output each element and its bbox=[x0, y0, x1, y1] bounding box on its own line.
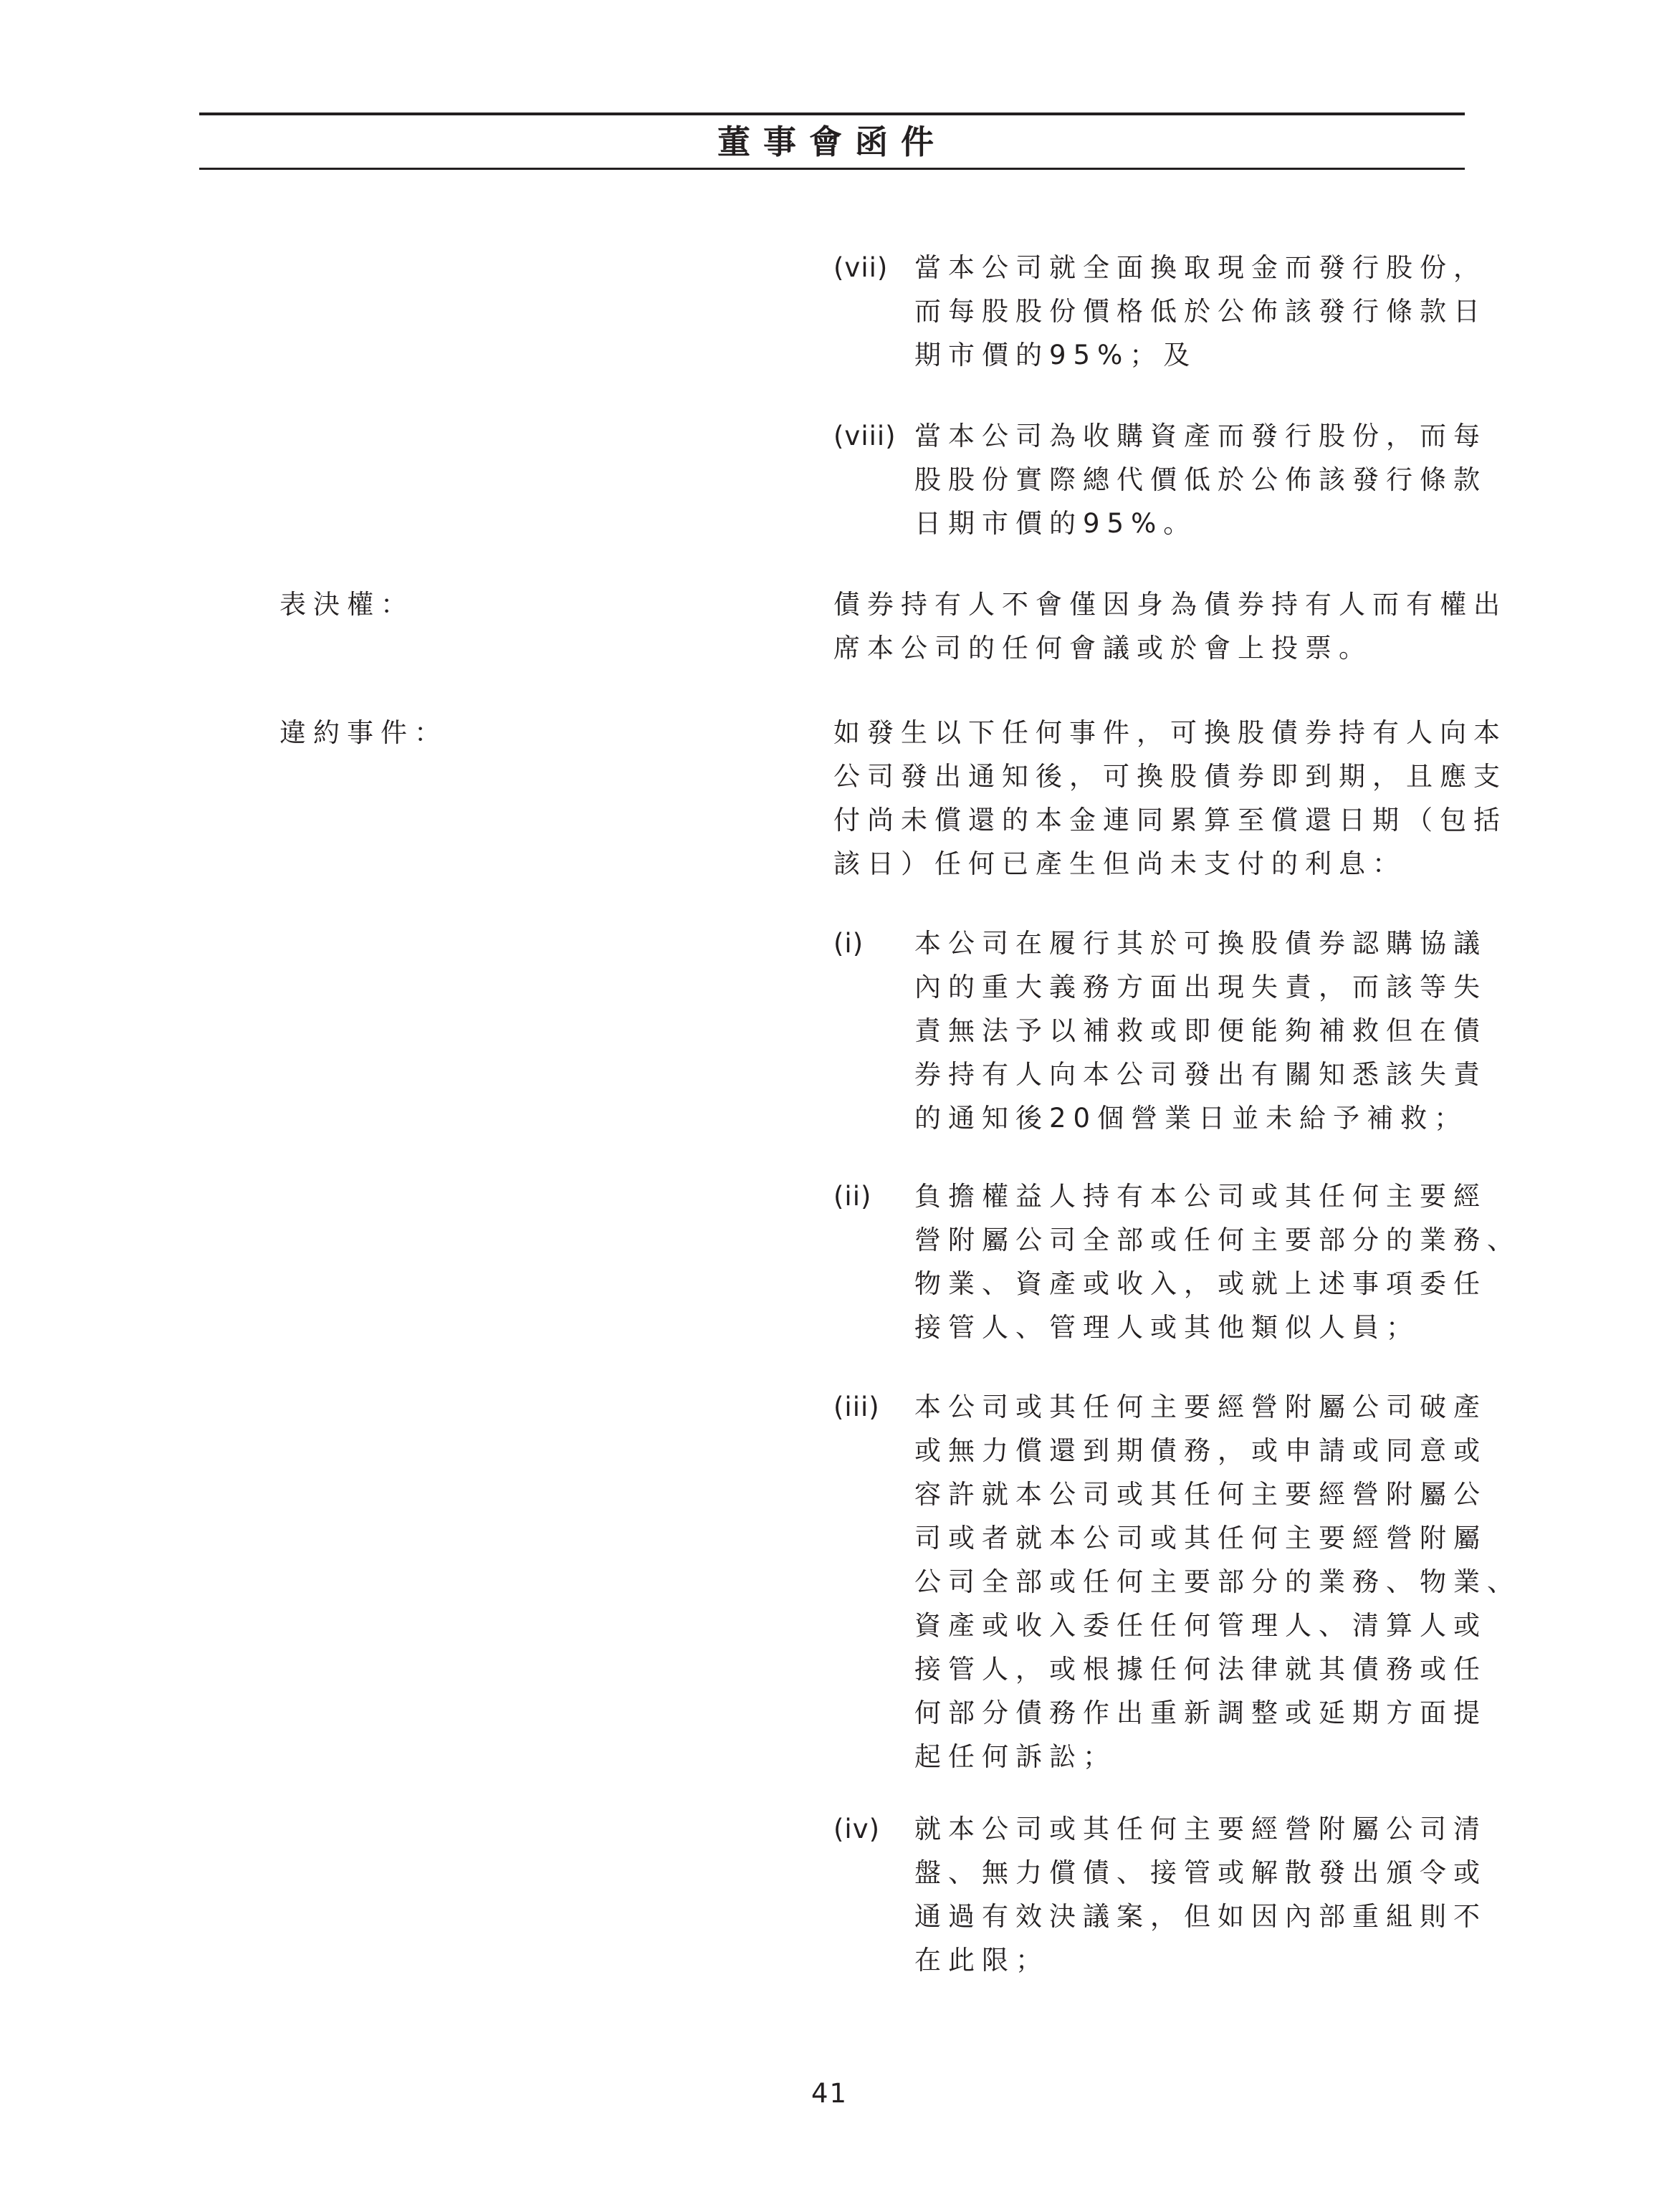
header-rule-bottom bbox=[199, 168, 1465, 170]
default-events-label: 違約事件： bbox=[279, 717, 448, 748]
item-text-iv: 就本公司或其任何主要經營附屬公司清 盤、無力償債、接管或解散發出頒令或 通過有效決議案，但如因內部重組則不 在此限； bbox=[914, 1814, 1487, 1976]
page-number: 41 bbox=[811, 2078, 848, 2109]
header-rule-top bbox=[199, 112, 1465, 115]
page-title: 董事會函件 bbox=[717, 123, 947, 161]
voting-text: 債券持有人不會僅因身為債券持有人而有權出 席本公司的任何會議或於會上投票。 bbox=[833, 589, 1507, 664]
item-text-ii: 負擔權益人持有本公司或其任何主要經 營附屬公司全部或任何主要部分的業務、 物業、資產或收入，或就上述事項委任 接管人、管理人或其他類似人員； bbox=[914, 1181, 1521, 1343]
item-label-vii: (vii) bbox=[833, 252, 889, 283]
item-text-iii: 本公司或其任何主要經營附屬公司破產 或無力償還到期債務，或申請或同意或 容許就本公司或其任何主要經營附屬公 司或者就本公司或其任何主要經營附屬 公司全部或任何主要部分的業務、物業、 資產或收入委任任何管理人、清算人或 接管人，或根據任何法律就其債務或任 何部分債務作出重新調整或延期方面提 起任何訴訟； bbox=[914, 1392, 1521, 1772]
item-label-iii: (iii) bbox=[833, 1392, 880, 1422]
voting-label: 表決權： bbox=[279, 589, 414, 620]
item-text-vii: 當本公司就全面換取現金而發行股份， 而每股股份價格低於公佈該發行條款日 期市價的95%；及 bbox=[914, 252, 1487, 370]
item-label-iv: (iv) bbox=[833, 1814, 881, 1844]
default-events-intro: 如發生以下任何事件，可換股債券持有人向本 公司發出通知後，可換股債券即到期，且應支 付尚未償還的本金連同累算至償還日期（包括 該日）任何已產生但尚未支付的利息： bbox=[833, 717, 1507, 879]
item-label-i: (i) bbox=[833, 928, 864, 959]
item-text-viii: 當本公司為收購資產而發行股份，而每 股股份實際總代價低於公佈該發行條款 日期市價的95%。 bbox=[914, 421, 1487, 539]
item-text-i: 本公司在履行其於可換股債券認購協議 內的重大義務方面出現失責，而該等失 責無法予以補救或即便能夠補救但在債 券持有人向本公司發出有關知悉該失責 的通知後20個營業日並未給予補救； bbox=[914, 928, 1487, 1134]
item-label-viii: (viii) bbox=[833, 421, 897, 451]
item-label-ii: (ii) bbox=[833, 1181, 872, 1212]
